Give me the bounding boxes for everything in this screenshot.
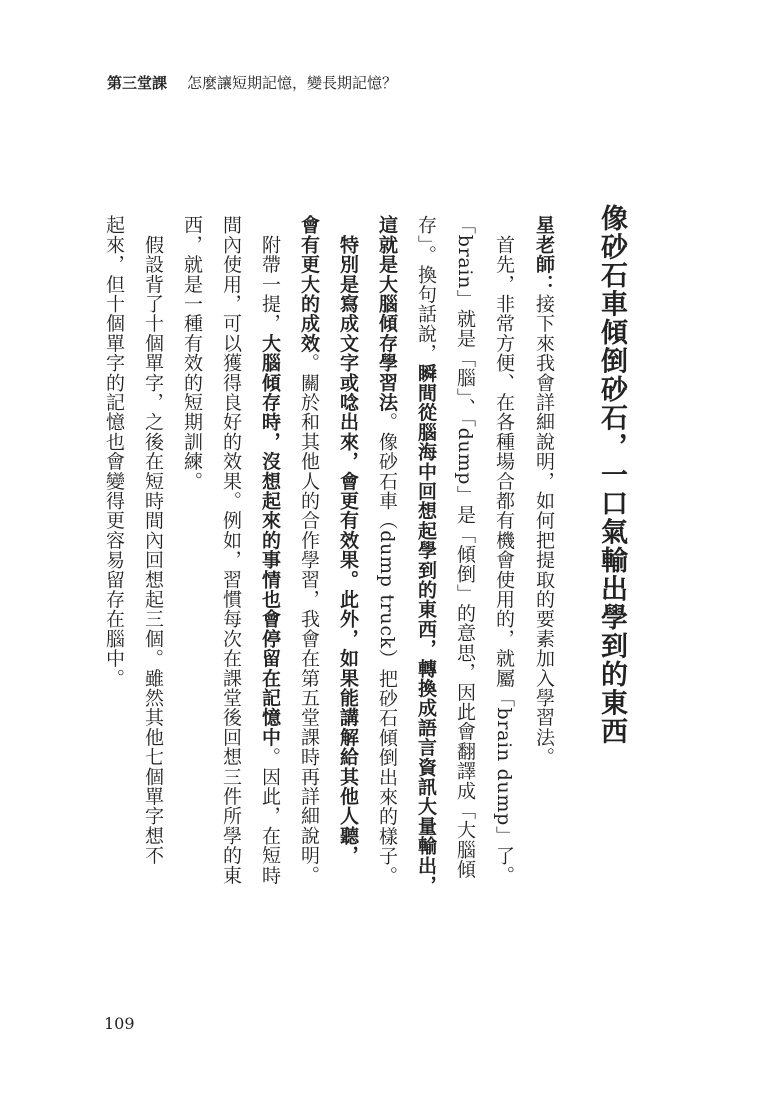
text-segment: 「brain」就是「腦」、「dump」是「傾倒」的意思，因此會翻譯成「大腦傾 bbox=[454, 215, 476, 880]
text-segment: 。像砂石車（dump truck）把砂石傾倒出來的樣子。 bbox=[376, 412, 398, 886]
bold-text-segment: 特別是寫成文字或唸出來，會更有效果。此外，如果能講解給其他人聽， bbox=[337, 234, 359, 866]
text-column-6 bbox=[338, 215, 357, 865]
text-segment: 接下來我會詳細說明，如何把提取的要素加入學習法。 bbox=[533, 293, 555, 767]
text-segment: 首先，非常方便、在各種場合都有機會使用的，就屬「brain dump」了。 bbox=[493, 215, 515, 886]
text-column-4 bbox=[416, 215, 435, 895]
text-segment: 起來，但十個單字的記憶也會變得更容易留存在腦中。 bbox=[103, 215, 125, 688]
text-column-10 bbox=[182, 215, 201, 491]
text-column-7 bbox=[299, 215, 318, 885]
text-column-5 bbox=[377, 215, 396, 885]
chapter-label: 第三堂課 bbox=[107, 74, 168, 92]
text-segment: 間內使用，可以獲得良好的效果。例如，習慣每次在課堂後回想三件所學的東 bbox=[220, 215, 242, 885]
section-heading: 像砂石車傾倒砂石，一口氣輸出學到的東西 bbox=[596, 204, 627, 746]
text-column-8 bbox=[260, 215, 279, 885]
running-header bbox=[107, 72, 667, 102]
text-column-2 bbox=[494, 215, 513, 885]
chapter-title: 怎麼讓短期記憶，變長期記憶？ bbox=[187, 74, 398, 92]
text-segment: 假設背了十個單字，之後在短時間內回想起三個。雖然其他七個單字想不 bbox=[142, 215, 164, 866]
text-column-3 bbox=[455, 215, 474, 879]
text-segment: 附帶一提， bbox=[259, 215, 281, 334]
text-column-1 bbox=[534, 215, 553, 767]
bold-text-segment: 大腦傾存時，沒想起來的事情也會停留在記憶中 bbox=[259, 333, 281, 747]
text-segment: 存」。換句話說， bbox=[415, 215, 437, 364]
text-column-12 bbox=[104, 215, 123, 688]
text-segment bbox=[337, 215, 359, 235]
bold-text-segment: 會有更大的成效 bbox=[298, 215, 320, 353]
text-segment: 。關於和其他人的合作學習，我會在第五堂課時再詳細說明。 bbox=[298, 352, 320, 885]
speaker-label: 星老師： bbox=[533, 215, 555, 294]
page-number: 109 bbox=[104, 1014, 135, 1033]
text-column-9 bbox=[221, 215, 240, 885]
text-segment: 西，就是一種有效的短期訓練。 bbox=[181, 215, 203, 491]
bold-text-segment: 這就是大腦傾存學習法 bbox=[376, 215, 398, 412]
text-column-11 bbox=[143, 215, 162, 865]
bold-text-segment: 瞬間從腦海中回想起學到的東西，轉換成語言資訊大量輸出， bbox=[415, 363, 437, 896]
text-segment: 。因此，在短時 bbox=[259, 746, 281, 885]
